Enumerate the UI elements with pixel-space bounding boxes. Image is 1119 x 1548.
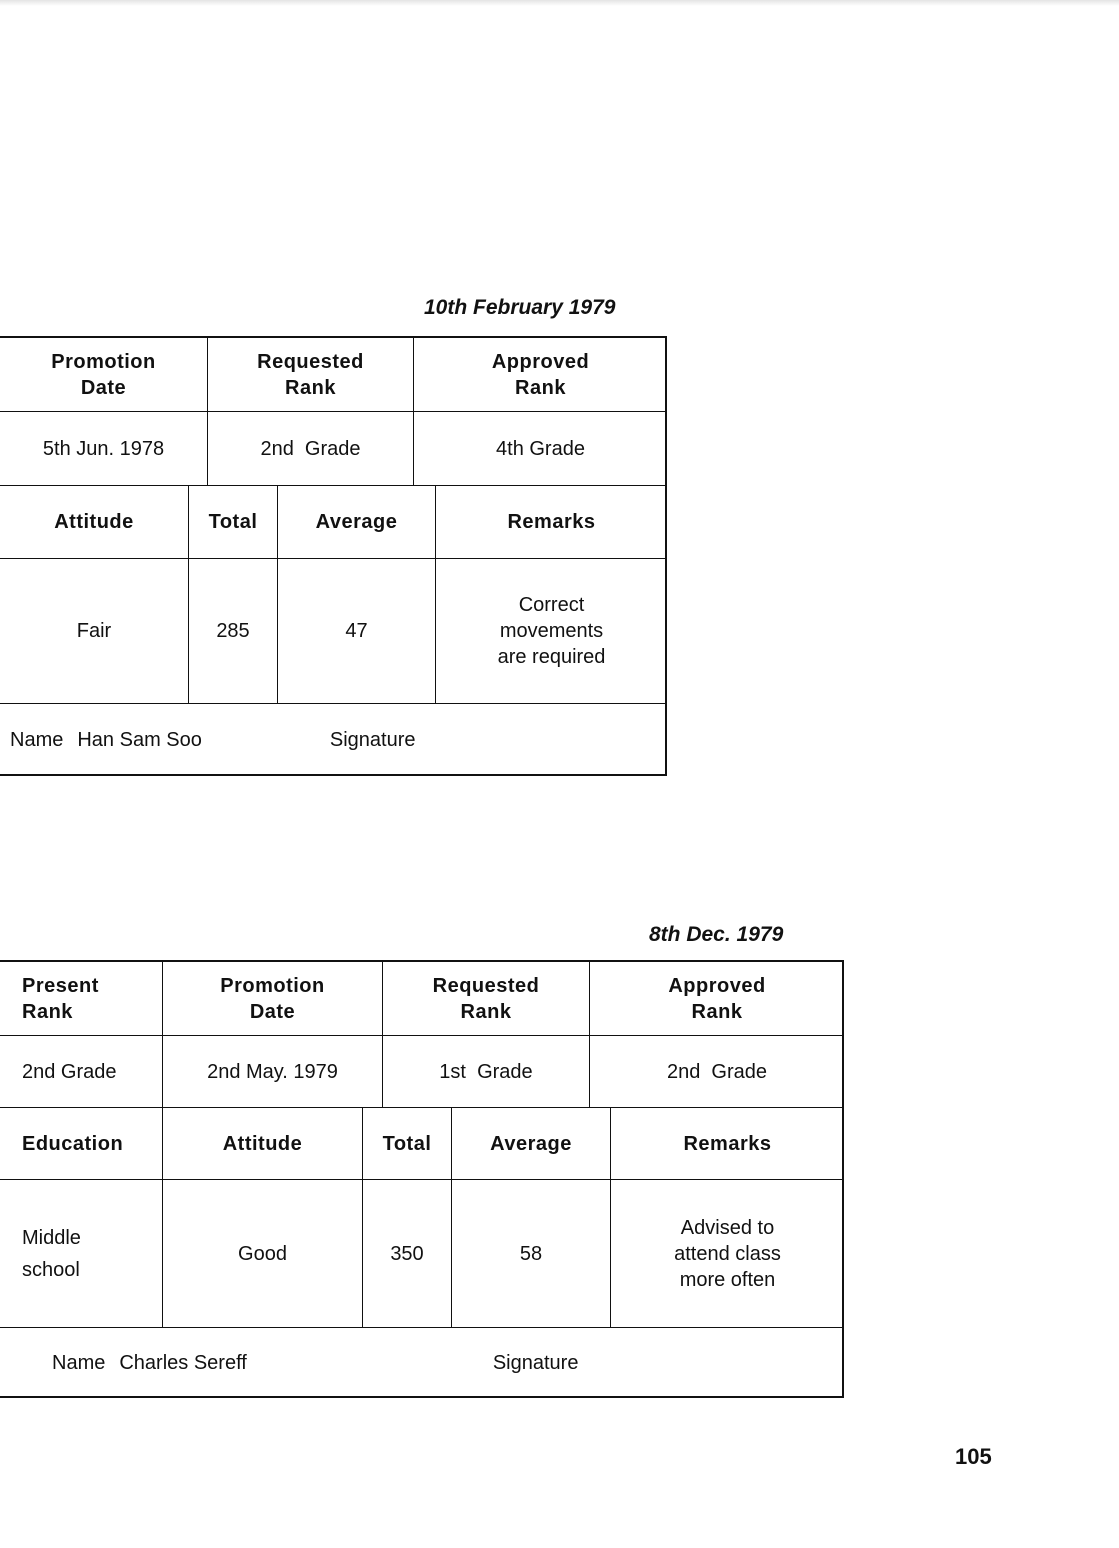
name-label: Name xyxy=(10,729,64,751)
scan-edge xyxy=(0,0,1119,6)
header-requested-rank: Requested Rank xyxy=(208,338,414,412)
header-average: Average xyxy=(278,486,436,559)
header-average: Average xyxy=(452,1108,611,1180)
value-requested-rank: 1st Grade xyxy=(383,1036,590,1108)
header-requested-rank: Requested Rank xyxy=(383,962,590,1036)
header-remarks: Remarks xyxy=(436,486,667,559)
header-promotion-date: Promotion Date xyxy=(163,962,383,1036)
form2-date: 8th Dec. 1979 xyxy=(649,923,784,946)
header-attitude: Attitude xyxy=(163,1108,363,1180)
value-attitude: Good xyxy=(163,1180,363,1328)
header-total: Total xyxy=(189,486,278,559)
value-average: 58 xyxy=(452,1180,611,1328)
name-label: Name xyxy=(52,1352,106,1374)
value-promotion-date: 5th Jun. 1978 xyxy=(0,412,208,486)
name-value: Han Sam Soo xyxy=(77,729,202,751)
value-promotion-date: 2nd May. 1979 xyxy=(163,1036,383,1108)
form1-footer xyxy=(0,704,667,776)
value-remarks: Advised to attend class more often xyxy=(611,1180,844,1328)
value-remarks: Correct movements are required xyxy=(436,559,667,704)
page-number: 105 xyxy=(955,1444,992,1469)
promotion-form-2 xyxy=(0,960,844,1398)
value-attitude: Fair xyxy=(0,559,189,704)
promotion-form-1 xyxy=(0,336,667,776)
header-total: Total xyxy=(363,1108,452,1180)
signature-label: Signature xyxy=(329,729,416,751)
header-present-rank: Present Rank xyxy=(0,962,163,1036)
header-approved-rank: Approved Rank xyxy=(590,962,844,1036)
header-attitude: Attitude xyxy=(0,486,189,559)
signature-label: Signature xyxy=(492,1352,579,1374)
form2-footer xyxy=(0,1328,844,1398)
header-approved-rank: Approved Rank xyxy=(414,338,667,412)
value-approved-rank: 4th Grade xyxy=(414,412,667,486)
form1-date: 10th February 1979 xyxy=(424,296,616,319)
name-value: Charles Sereff xyxy=(119,1352,247,1374)
value-average: 47 xyxy=(278,559,436,704)
header-education: Education xyxy=(0,1108,163,1180)
header-remarks: Remarks xyxy=(611,1108,844,1180)
value-requested-rank: 2nd Grade xyxy=(208,412,414,486)
value-approved-rank: 2nd Grade xyxy=(590,1036,844,1108)
header-promotion-date: Promotion Date xyxy=(0,338,208,412)
value-present-rank: 2nd Grade xyxy=(0,1036,163,1108)
value-total: 285 xyxy=(189,559,278,704)
value-education: Middle school xyxy=(0,1180,163,1328)
value-total: 350 xyxy=(363,1180,452,1328)
